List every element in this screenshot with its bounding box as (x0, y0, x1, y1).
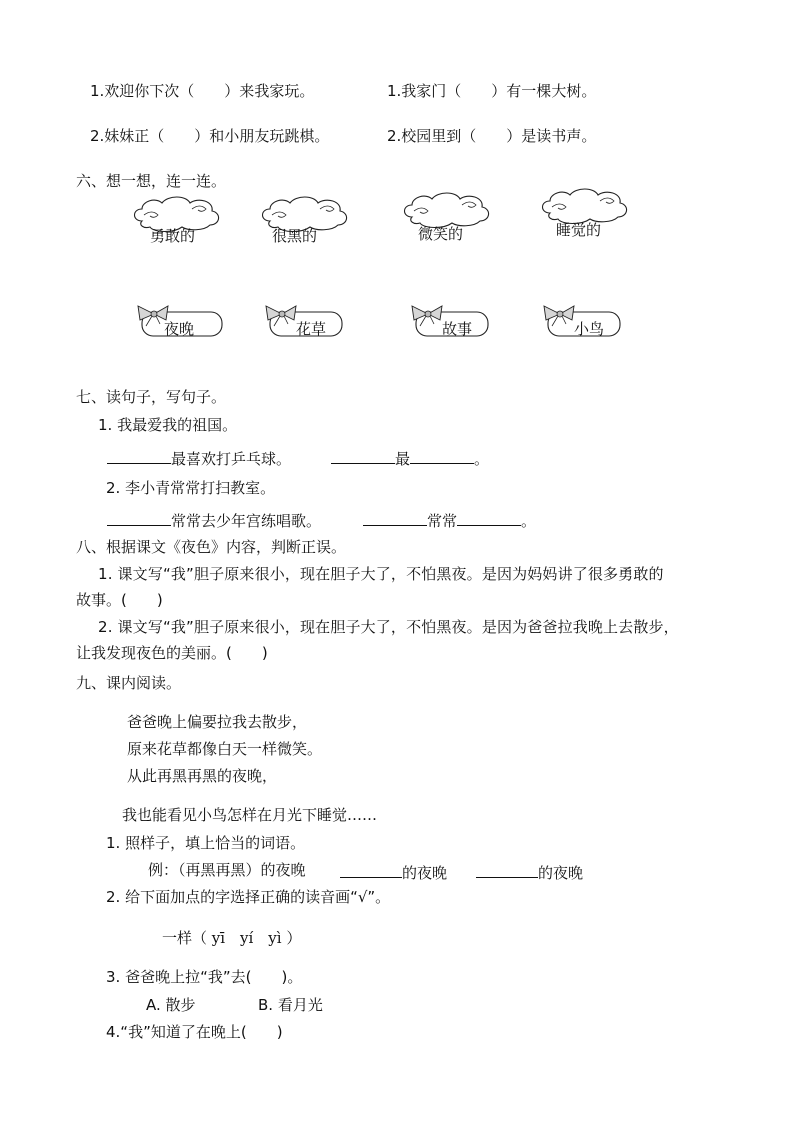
cloud-label: 微笑的 (418, 225, 464, 243)
s7-q1-fill-a: 最喜欢打乒乓球。 (171, 450, 292, 468)
s9-q1-fill-a: 的夜晚 (402, 864, 448, 882)
s9-q1-example: 例：（再黑再黑）的夜晚 (148, 861, 306, 879)
cloud-2 (256, 195, 352, 245)
s7-q1-fill-b2: 。 (474, 450, 490, 468)
bow-box-3 (408, 300, 490, 340)
poem-line-4: 我也能看见小鸟怎样在月光下睡觉…… (122, 806, 378, 824)
answer-blank[interactable] (340, 863, 402, 878)
s9-q2: 2. 给下面加点的字选择正确的读音画“√”。 (106, 888, 391, 906)
s9-q3-option-a[interactable]: A. 散步 (146, 996, 196, 1014)
s9-q3-option-b[interactable]: B. 看月光 (258, 996, 323, 1014)
s9-q2-item: 一样（ yī yí yì ） (162, 929, 302, 947)
s7-q2: 2. 李小青常常打扫教室。 (106, 479, 276, 497)
s5-right-1: 1.我家门（ ）有一棵大树。 (387, 82, 597, 100)
s9-q4: 4.“我”知道了在晚上( ) (106, 1023, 283, 1041)
answer-blank[interactable] (107, 449, 171, 464)
section8-title: 八、根据课文《夜色》内容，判断正误。 (76, 538, 347, 556)
answer-blank[interactable] (363, 511, 427, 526)
s5-left-1: 1.欢迎你下次（ ）来我家玩。 (90, 82, 315, 100)
section7-title: 七、读句子，写句子。 (76, 388, 227, 406)
answer-blank[interactable] (107, 511, 171, 526)
bow-box-4 (540, 300, 622, 340)
s7-q2-fill-row-b (363, 511, 536, 529)
answer-blank[interactable] (410, 449, 474, 464)
cloud-label: 很黑的 (272, 227, 318, 245)
s8-q1-line1: 1. 课文写“我”胆子原来很小，现在胆子大了，不怕黑夜。是因为妈妈讲了很多勇敢的 (98, 565, 664, 583)
poem-line-1: 爸爸晚上偏要拉我去散步， (127, 713, 308, 731)
s9-q1-fill-b-row (476, 863, 583, 881)
s7-q2-fill-a: 常常去少年宫练唱歌。 (171, 512, 322, 530)
s8-q2-line2: 让我发现夜色的美丽。( ) (76, 644, 268, 662)
s9-q1: 1. 照样子，填上恰当的词语。 (106, 834, 306, 852)
s7-q2-fill-b2: 。 (521, 512, 537, 530)
s7-q1-fill-row-b (331, 449, 489, 467)
s9-q1-fill-b: 的夜晚 (538, 864, 584, 882)
s7-q2-fill-row (107, 511, 321, 529)
section9-title: 九、课内阅读。 (76, 674, 182, 692)
s9-q3: 3. 爸爸晚上拉“我”去( )。 (106, 968, 303, 986)
answer-blank[interactable] (476, 863, 538, 878)
bow-box-label: 夜晚 (164, 320, 195, 338)
answer-blank[interactable] (331, 449, 395, 464)
section6-title: 六、想一想，连一连。 (76, 172, 227, 190)
cloud-label: 勇敢的 (150, 227, 196, 245)
s7-q1-fill-b1: 最 (395, 450, 411, 468)
s7-q2-fill-b1: 常常 (427, 512, 458, 530)
s5-right-2: 2.校园里到（ ）是读书声。 (387, 127, 597, 145)
bow-box-label: 小鸟 (574, 320, 605, 338)
bow-box-label: 故事 (442, 320, 473, 338)
s5-left-2: 2.妹妹正（ ）和小朋友玩跳棋。 (90, 127, 330, 145)
cloud-4 (536, 187, 632, 239)
s8-q2-line1: 2. 课文写“我”胆子原来很小，现在胆子大了，不怕黑夜。是因为爸爸拉我晚上去散步， (98, 618, 679, 636)
cloud-3 (398, 191, 494, 243)
poem-line-2: 原来花草都像白天一样微笑。 (127, 740, 323, 758)
s7-q1: 1. 我最爱我的祖国。 (98, 416, 238, 434)
bow-box-label: 花草 (296, 320, 327, 338)
s7-q1-fill-row (107, 449, 291, 467)
s8-q1-line2: 故事。( ) (76, 591, 163, 609)
cloud-label: 睡觉的 (556, 221, 602, 239)
answer-blank[interactable] (457, 511, 521, 526)
cloud-1 (128, 195, 224, 245)
bow-box-2 (262, 300, 344, 340)
s9-q1-fill-a-row (340, 863, 447, 881)
poem-line-3: 从此再黑再黑的夜晚， (127, 767, 278, 785)
bow-box-1 (134, 300, 224, 340)
